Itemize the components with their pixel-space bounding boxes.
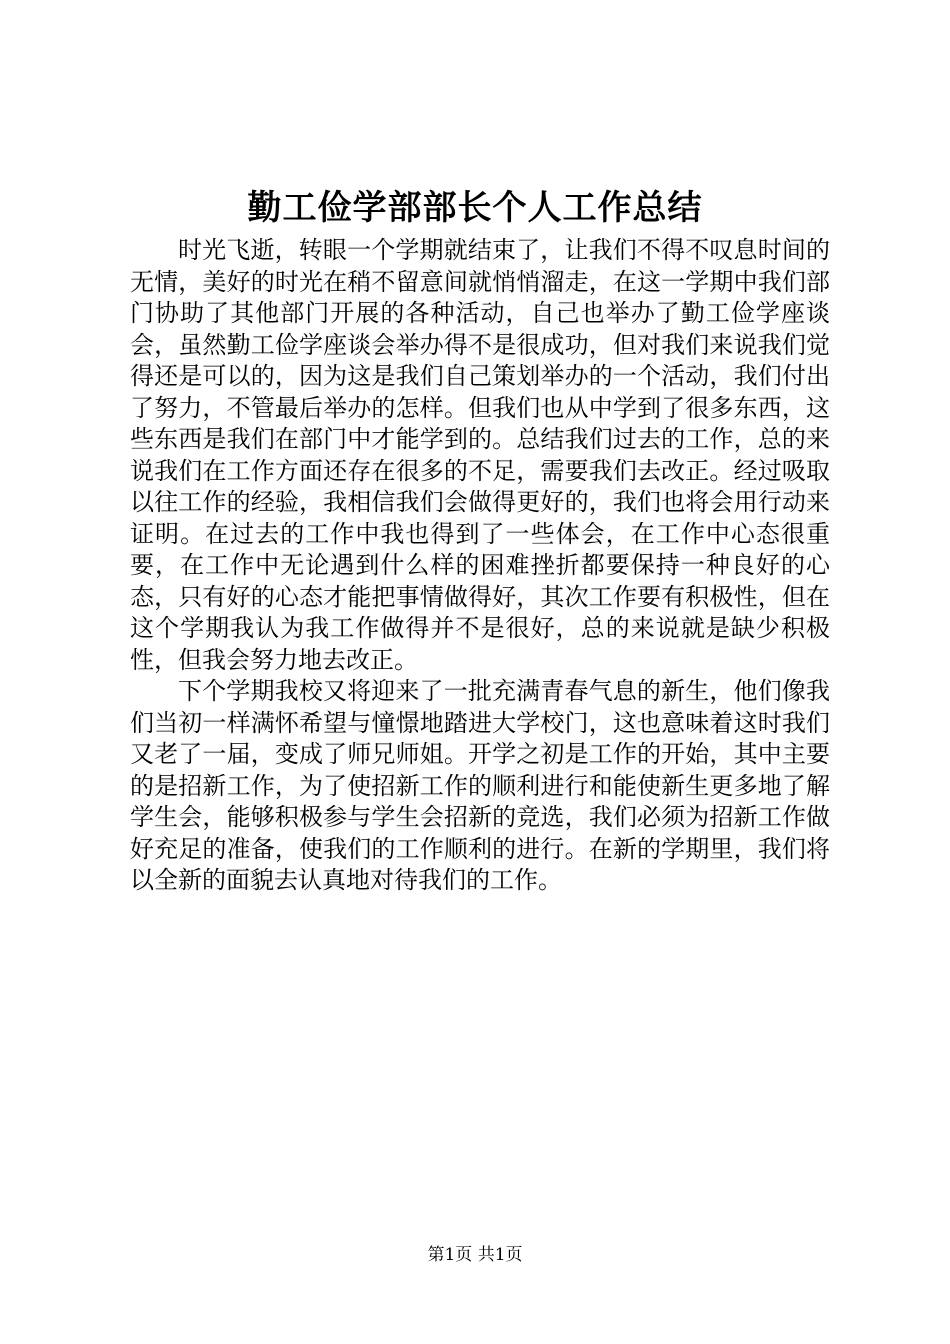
paragraph-1: 时光飞逝，转眼一个学期就结束了，让我们不得不叹息时间的无情，美好的时光在稍不留意间就悄悄溜走，在这一学期中我们部门协助了其他部门开展的各种活动，自己也举办了勤工俭学座谈会，虽然勤工俭学座谈会举办得不是很成功，但对我们来说我们觉得还是可以的，因为这是我们自己策划举办的一个活动，我们付出了努力，不管最后举办的怎样。但我们也从中学到了很多东西，这些东西是我们在部门中才能学到的。总结我们过去的工作，总的来说我们在工作方面还存在很多的不足，需要我们去改正。经过吸取以往工作的经验，我相信我们会做得更好的，我们也将会用行动来证明。在过去的工作中我也得到了一些体会，在工作中心态很重要，在工作中无论遇到什么样的困难挫折都要保持一种良好的心态，只有好的心态才能把事情做得好，其次工作要有积极性，但在这个学期我认为我工作做得并不是很好，总的来说就是缺少积极性，但我会努力地去改正。 (130, 236, 830, 674)
paragraph-2: 下个学期我校又将迎来了一批充满青春气息的新生，他们像我们当初一样满怀希望与憧憬地踏进大学校门，这也意味着这时我们又老了一届，变成了师兄师姐。开学之初是工作的开始，其中主要的是招新工作，为了使招新工作的顺利进行和能使新生更多地了解学生会，能够积极参与学生会招新的竞选，我们必须为招新工作做好充足的准备，使我们的工作顺利的进行。在新的学期里，我们将以全新的面貌去认真地对待我们的工作。 (130, 677, 830, 894)
page-footer: 第1页 共1页 (427, 1245, 523, 1265)
document-title: 勤工俭学部部长个人工作总结 (247, 188, 703, 228)
document-body (130, 235, 830, 897)
